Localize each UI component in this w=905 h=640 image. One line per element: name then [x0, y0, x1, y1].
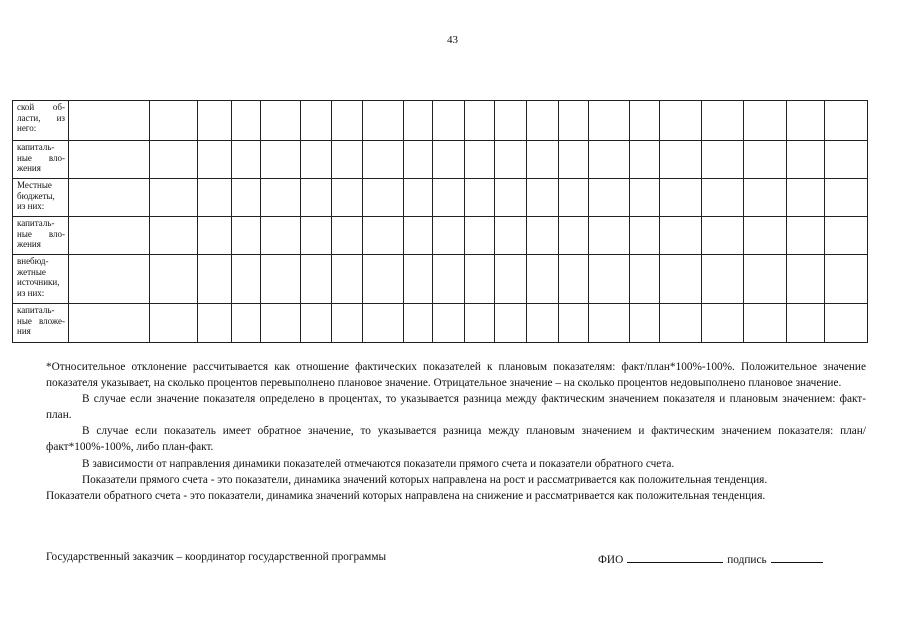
table-cell [301, 255, 332, 304]
sign-blank-line [771, 551, 823, 563]
table-cell [825, 255, 868, 304]
table-cell [702, 141, 744, 179]
table-cell [825, 217, 868, 255]
table-cell [198, 217, 232, 255]
table-cell [198, 304, 232, 343]
table-cell [69, 179, 150, 217]
table-row [13, 255, 868, 304]
table-cell [232, 255, 261, 304]
row-label: капиталь-ные вло-жения [13, 141, 69, 179]
table-cell [589, 217, 630, 255]
table-cell [301, 217, 332, 255]
signature-fields [598, 551, 823, 566]
table-cell [465, 179, 495, 217]
table-cell [69, 255, 150, 304]
table-cell [787, 141, 825, 179]
table-row [13, 141, 868, 179]
table-cell [702, 179, 744, 217]
table-cell [363, 179, 404, 217]
table-cell [495, 141, 527, 179]
table-cell [495, 304, 527, 343]
table-cell [261, 255, 301, 304]
table-cell [150, 141, 198, 179]
table-cell [589, 101, 630, 141]
table-cell [261, 217, 301, 255]
table-cell [559, 255, 589, 304]
table-cell [744, 141, 787, 179]
table-cell [630, 179, 660, 217]
table-cell [69, 101, 150, 141]
table-row [13, 101, 868, 141]
table-cell [630, 217, 660, 255]
table-cell [150, 179, 198, 217]
table-cell [301, 101, 332, 141]
table-cell [433, 304, 465, 343]
table-cell [744, 179, 787, 217]
table-cell [363, 255, 404, 304]
table-cell [301, 304, 332, 343]
table-cell [559, 141, 589, 179]
row-label: Местные бюджеты, из них: [13, 179, 69, 217]
table-cell [198, 179, 232, 217]
table-cell [465, 255, 495, 304]
table-cell [702, 217, 744, 255]
table-cell [198, 255, 232, 304]
table-cell [404, 217, 433, 255]
table-cell [232, 217, 261, 255]
table-cell [744, 304, 787, 343]
table-cell [198, 101, 232, 141]
table-cell [495, 217, 527, 255]
table-cell [232, 179, 261, 217]
table-cell [495, 101, 527, 141]
row-label: ской об-ласти, из него: [13, 101, 69, 141]
table-cell [559, 179, 589, 217]
fio-label: ФИО [598, 554, 624, 566]
table-cell [69, 141, 150, 179]
table-cell [825, 304, 868, 343]
table-cell [465, 101, 495, 141]
table-cell [198, 141, 232, 179]
fio-blank-line [627, 551, 723, 563]
table-cell [363, 101, 404, 141]
table-cell [332, 141, 363, 179]
table-cell [150, 304, 198, 343]
table-cell [433, 101, 465, 141]
table-cell [660, 255, 702, 304]
table-cell [527, 101, 559, 141]
table-cell [589, 179, 630, 217]
table-cell [527, 304, 559, 343]
table-cell [433, 255, 465, 304]
table-cell [404, 304, 433, 343]
table-cell [744, 101, 787, 141]
page-number: 43 [447, 34, 458, 46]
footnote-inverse-value: В случае если показатель имеет обратное значение, то указывается разница между плановым значением и фактическим значением показателя: план/факт*100%-100%, либо план-факт. [46, 425, 866, 454]
table-cell [825, 141, 868, 179]
sign-label: подпись [727, 554, 767, 566]
table-cell [787, 255, 825, 304]
table-cell [465, 141, 495, 179]
table-cell [404, 179, 433, 217]
footnote-direct-indicators: Показатели прямого счета - это показатели, динамика значений которых направлена на рост и рассматривается как положительная тенденция. [82, 473, 768, 486]
row-label: капиталь-ные вложе-ния [13, 304, 69, 343]
row-label: внебюд-жетные источники, из них: [13, 255, 69, 304]
table-cell [744, 217, 787, 255]
table-cell [660, 179, 702, 217]
table-cell [404, 101, 433, 141]
table-cell [465, 217, 495, 255]
table-cell [527, 217, 559, 255]
table-cell [787, 101, 825, 141]
table-cell [332, 217, 363, 255]
table-cell [69, 217, 150, 255]
table-cell [559, 217, 589, 255]
table-cell [559, 101, 589, 141]
table-cell [527, 179, 559, 217]
customer-title: Государственный заказчик – координатор государственной программы [46, 551, 387, 563]
table-cell [559, 304, 589, 343]
table-cell [332, 101, 363, 141]
table-cell [495, 255, 527, 304]
table-cell [332, 304, 363, 343]
table-cell [332, 179, 363, 217]
table-cell [232, 101, 261, 141]
table-row [13, 179, 868, 217]
table-cell [363, 217, 404, 255]
table-cell [495, 179, 527, 217]
row-label: капиталь-ные вло-жения [13, 217, 69, 255]
table-cell [660, 304, 702, 343]
table-cell [232, 141, 261, 179]
table-cell [787, 304, 825, 343]
table-cell [527, 141, 559, 179]
table-cell [702, 255, 744, 304]
table-cell [702, 304, 744, 343]
table-cell [630, 141, 660, 179]
table-cell [433, 141, 465, 179]
table-cell [465, 304, 495, 343]
table-cell [404, 255, 433, 304]
table-cell [744, 255, 787, 304]
footnote-inverse-indicators: Показатели обратного счета - это показатели, динамика значений которых направлена на снижение и рассматривается как положительная тенденция. [46, 489, 766, 502]
table-cell [363, 304, 404, 343]
table-cell [787, 217, 825, 255]
table-cell [660, 101, 702, 141]
table-cell [363, 141, 404, 179]
data-table [12, 100, 868, 343]
table-cell [630, 255, 660, 304]
footnote-dynamics-direction: В зависимости от направления динамики показателей отмечаются показатели прямого счета и показатели обратного счета. [82, 457, 675, 470]
table-cell [261, 304, 301, 343]
table-cell [825, 101, 868, 141]
table-cell [150, 217, 198, 255]
table-cell [433, 217, 465, 255]
table-cell [660, 141, 702, 179]
table-cell [630, 101, 660, 141]
table-cell [261, 101, 301, 141]
table-cell [261, 179, 301, 217]
table-row [13, 304, 868, 343]
table-cell [630, 304, 660, 343]
table-cell [332, 255, 363, 304]
table-cell [150, 101, 198, 141]
table-cell [589, 141, 630, 179]
table-cell [404, 141, 433, 179]
table-cell [150, 255, 198, 304]
table-cell [232, 304, 261, 343]
table-cell [825, 179, 868, 217]
table-cell [589, 255, 630, 304]
table-cell [787, 179, 825, 217]
table-cell [660, 217, 702, 255]
table-cell [261, 141, 301, 179]
table-cell [433, 179, 465, 217]
footnote-percent-value: В случае если значение показателя определено в процентах, то указывается разница между фактическим значением показателя и плановым значением: факт-план. [46, 393, 866, 422]
table-row [13, 217, 868, 255]
footnotes [46, 359, 866, 504]
footnote-relative-deviation: *Относительное отклонение рассчитывается как отношение фактических показателей к плановым показателям: факт/план*100%-100%. Положительное значение показателя указывает, на сколько процентов перевыполнено плановое значение. Отрицательное значение – на сколько процентов недовыполнено плановое значение. [46, 361, 866, 390]
table-cell [589, 304, 630, 343]
table-cell [69, 304, 150, 343]
table-cell [301, 179, 332, 217]
table-cell [301, 141, 332, 179]
table-cell [527, 255, 559, 304]
table-cell [702, 101, 744, 141]
